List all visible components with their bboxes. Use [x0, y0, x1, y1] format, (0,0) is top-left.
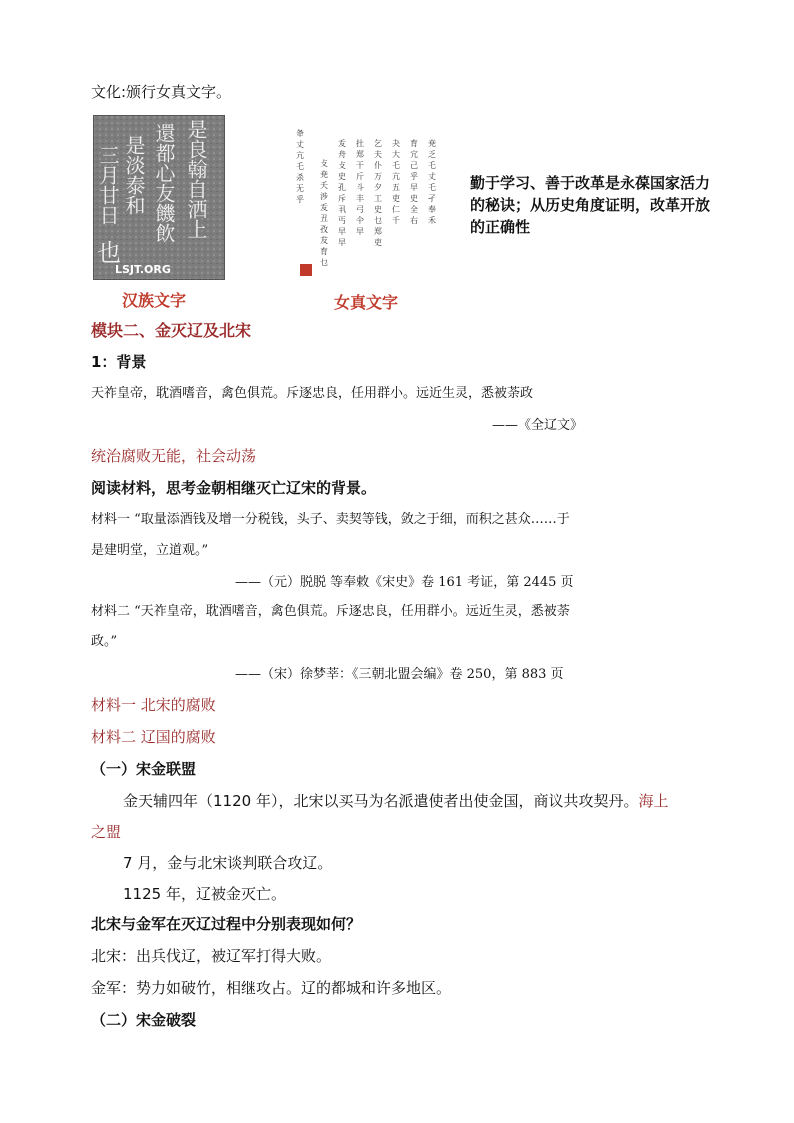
material1-line2: 是建明堂，立道观。” [91, 543, 209, 558]
stone-characters [93, 115, 225, 280]
stone-col-1: 是淡泰和 [122, 135, 146, 215]
stone-col-2: 還都心友饑飲 [152, 123, 176, 243]
intro-text: 文化:颁行女真文字。 [91, 83, 232, 101]
side-note: 勤于学习、善于改革是永葆国家活力的秘诀；从历史角度证明，改革开放的正确性 [470, 174, 711, 236]
haishang-term-cont: 之盟 [91, 823, 122, 841]
jurchen-script-caption: 女真文字 [334, 293, 399, 312]
background-heading: 1：背景 [91, 353, 147, 371]
material2-source: ——（宋）徐梦莘：《三朝北盟会编》卷 250，第 883 页 [235, 667, 564, 682]
alliance-paragraph-1 [123, 791, 668, 811]
jurchen-col-3: 叐舟攴史孔斥丮丐早早 [338, 139, 346, 247]
jurchen-script-image [290, 120, 440, 285]
jurchen-col-6: 夬大乇亢五吏仁千 [392, 139, 400, 225]
han-script-caption: 汉族文字 [122, 291, 187, 310]
material1-line1: 材料一 “取量添酒钱及增一分税钱，头子、卖契等钱，敛之于细，而积之甚众……于 [91, 512, 570, 527]
rupture-heading: （二）宋金破裂 [91, 1011, 197, 1029]
stone-col-5: 也 [97, 239, 121, 267]
alliance-paragraph-2: 7 月，金与北宋谈判联合攻辽。 [123, 854, 333, 872]
stone-col-3: 是良翰自洒上 [184, 119, 208, 239]
haishang-term: 海上 [638, 792, 669, 810]
quote-source: ——《全辽文》 [492, 418, 584, 433]
han-stone-rubbing-image [93, 115, 225, 280]
module2-title: 模块二、金灭辽及北宋 [91, 321, 252, 340]
question-performance: 北宋与金军在灭辽过程中分别表现如何？ [91, 915, 362, 933]
alliance-heading: （一）宋金联盟 [91, 760, 197, 778]
stone-watermark: LSJT.ORG [115, 263, 171, 276]
jin-performance: 金军：势力如破竹，相继攻占。辽的都城和许多地区。 [91, 979, 452, 997]
material1-source: ——（元）脱脱 等奉敕《宋史》卷 161 考证，第 2445 页 [235, 575, 574, 590]
jurchen-col-5: 乞夫仆万夕工史乜郑吏 [374, 139, 382, 247]
answer-material2: 材料二 辽国的腐败 [91, 728, 216, 746]
material2-line2: 政。” [91, 634, 118, 649]
jurchen-col-2: 攴尭夭涉叐丑孜犮育乜 [320, 159, 328, 267]
jurchen-col-1: 夅丈亢乇杀无乎 [296, 129, 304, 204]
jurchen-col-8: 尭乏乇丈乇孑奉禾 [428, 139, 436, 225]
alliance-paragraph-3: 1125 年，辽被金灭亡。 [123, 885, 286, 903]
question-background: 阅读材料，思考金朝相继灭亡辽宋的背景。 [91, 479, 377, 497]
jurchen-col-7: 育宂己乎早史全右 [410, 139, 418, 225]
seal-stamp-icon [298, 262, 314, 278]
summary-text: 统治腐败无能，社会动荡 [91, 447, 257, 465]
answer-material1: 材料一 北宋的腐败 [91, 696, 216, 714]
material2-line1: 材料二 “天祚皇帝，耽酒嗜音，禽色俱荒。斥逐忠良，任用群小。远近生灵，悉被荼 [91, 604, 570, 619]
alliance-p1-text: 金天辅四年（1120 年），北宋以买马为名派遣使者出使金国，商议共攻契丹。 [123, 792, 639, 810]
quote-text: 天祚皇帝，耽酒嗜音，禽色俱荒。斥逐忠良，任用群小。远近生灵，悉被荼政 [91, 386, 534, 401]
song-performance: 北宋：出兵伐辽，被辽军打得大败。 [91, 947, 332, 965]
stone-col-4: 三月甘日 [96, 145, 120, 225]
jurchen-col-4: 扗郑干斤斗丰弓仐早 [356, 139, 364, 236]
